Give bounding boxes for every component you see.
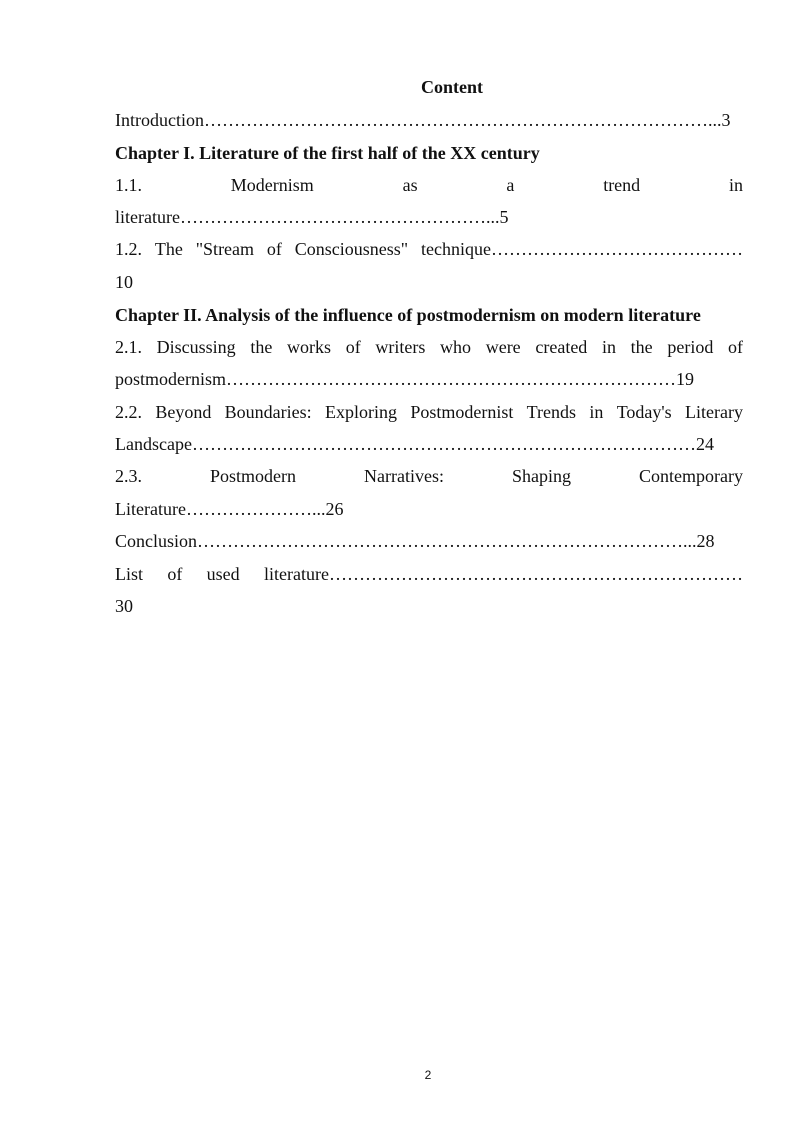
toc-item-1-1-continuation[interactable]: literature……………………………………………...5 bbox=[115, 207, 509, 227]
toc-item-1-2[interactable] bbox=[115, 238, 743, 260]
toc-item-1-2-continuation[interactable]: 10 bbox=[115, 272, 133, 292]
toc-word: Exploring bbox=[324, 402, 397, 422]
toc-word: Postmodernist bbox=[410, 402, 514, 422]
toc-word: were bbox=[485, 337, 521, 357]
toc-word: 2.1. bbox=[115, 337, 142, 357]
toc-word: Consciousness" bbox=[294, 239, 409, 259]
toc-item-2-1[interactable] bbox=[115, 336, 743, 358]
toc-word: 2.3. bbox=[115, 466, 142, 486]
toc-word: Boundaries: bbox=[224, 402, 312, 422]
toc-word: in bbox=[601, 337, 616, 357]
toc-word: Discussing bbox=[156, 337, 236, 357]
toc-word: who bbox=[440, 337, 472, 357]
toc-word: 1.2. bbox=[115, 239, 142, 259]
toc-word: used bbox=[206, 564, 240, 584]
toc-word: in bbox=[589, 402, 604, 422]
toc-word: Contemporary bbox=[639, 466, 743, 486]
toc-item-2-3[interactable] bbox=[115, 465, 743, 487]
toc-word: of bbox=[266, 239, 282, 259]
toc-word: of bbox=[167, 564, 183, 584]
toc-word: of bbox=[728, 337, 743, 357]
toc-word: a bbox=[506, 175, 515, 195]
toc-word: the bbox=[250, 337, 273, 357]
toc-word: Postmodern bbox=[210, 466, 297, 486]
toc-item-1-1[interactable] bbox=[115, 174, 743, 196]
page-number: 2 bbox=[424, 1068, 432, 1082]
toc-word: writers bbox=[375, 337, 426, 357]
toc-conclusion[interactable]: Conclusion………………………………………………………………………...28 bbox=[115, 531, 715, 551]
toc-word: Modernism bbox=[230, 175, 314, 195]
toc-word: Narratives: bbox=[364, 466, 444, 486]
toc-word: The bbox=[154, 239, 183, 259]
toc-item-2-1-continuation[interactable]: postmodernism…………………………………………………………………19 bbox=[115, 369, 694, 389]
toc-word: works bbox=[287, 337, 332, 357]
toc-word: Beyond bbox=[155, 402, 212, 422]
toc-word: List bbox=[115, 564, 144, 584]
toc-word: Trends bbox=[526, 402, 577, 422]
toc-word: created bbox=[535, 337, 588, 357]
toc-chapter-1-heading[interactable]: Chapter I. Literature of the first half of the XX century bbox=[115, 143, 540, 163]
toc-word: Today's bbox=[616, 402, 672, 422]
toc-word: technique…………………………………… bbox=[420, 239, 743, 259]
toc-references[interactable] bbox=[115, 563, 743, 585]
toc-word: 2.2. bbox=[115, 402, 142, 422]
toc-word: trend bbox=[603, 175, 641, 195]
page-title: Content bbox=[421, 77, 483, 97]
toc-word: of bbox=[345, 337, 361, 357]
toc-word: literature…………………………………………………………… bbox=[264, 564, 743, 584]
toc-introduction[interactable]: Introduction…………………………………………………………………………...3 bbox=[115, 110, 731, 130]
toc-references-continuation[interactable]: 30 bbox=[115, 596, 133, 616]
toc-word: Literary bbox=[685, 402, 743, 422]
toc-word: the bbox=[630, 337, 653, 357]
toc-word: "Stream bbox=[195, 239, 255, 259]
toc-item-2-3-continuation[interactable]: Literature…………………...26 bbox=[115, 499, 344, 519]
toc-word: as bbox=[402, 175, 418, 195]
toc-chapter-2-heading[interactable]: Chapter II. Analysis of the influence of postmodernism on modern literature bbox=[115, 305, 701, 325]
toc-word: in bbox=[728, 175, 743, 195]
toc-item-2-2[interactable] bbox=[115, 401, 743, 423]
toc-word: 1.1. bbox=[115, 175, 142, 195]
toc-word: Shaping bbox=[511, 466, 571, 486]
toc-item-2-2-continuation[interactable]: Landscape…………………………………………………………………………24 bbox=[115, 434, 714, 454]
toc-word: period bbox=[667, 337, 714, 357]
